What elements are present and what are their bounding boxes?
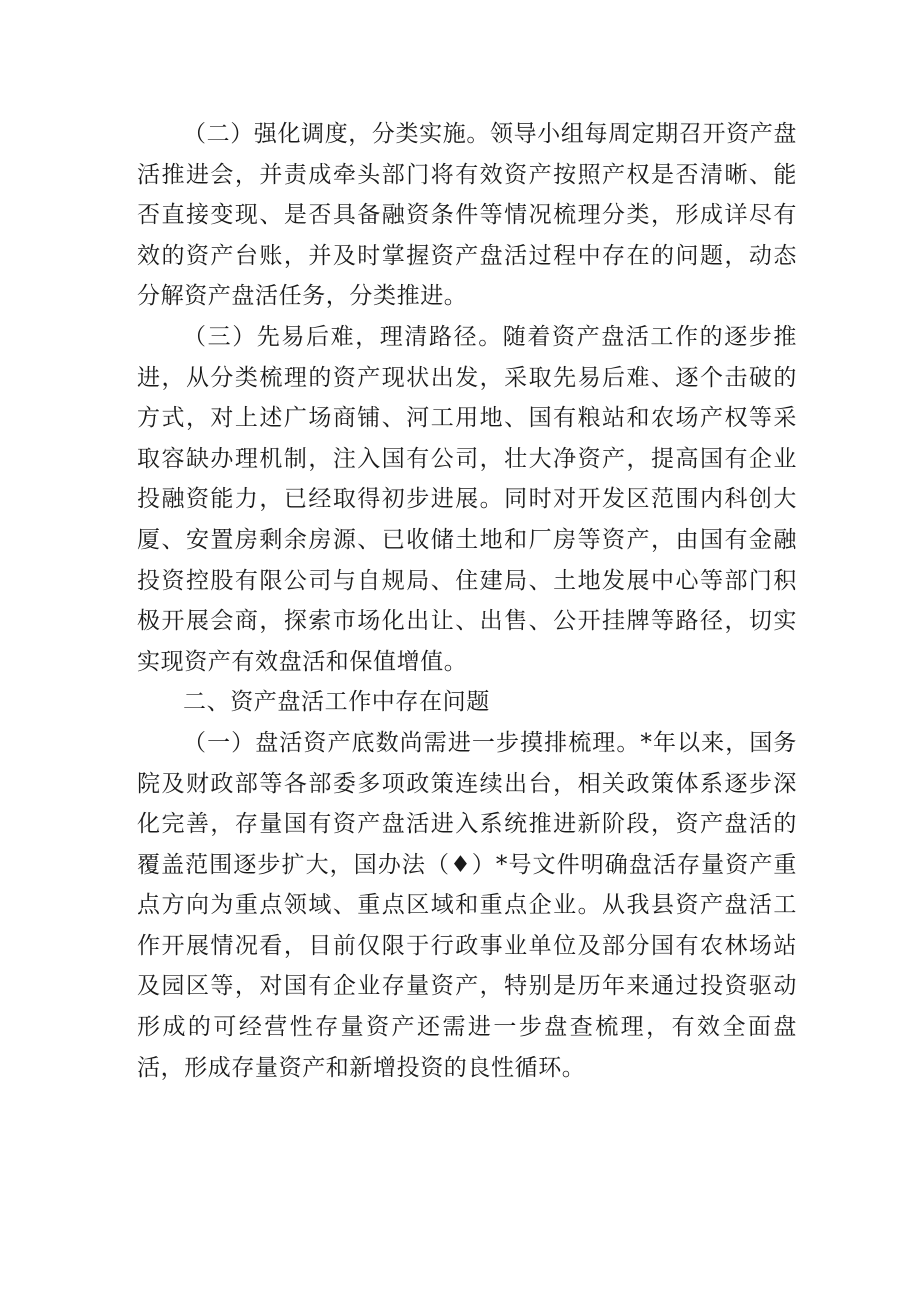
paragraph-asset-inventory: （一）盘活资产底数尚需进一步摸排梳理。*年以来，国务院及财政部等各部委多项政策连续出台，相关政策体系逐步深化完善，存量国有资产盘活进入系统推进新阶段，资产盘活的覆盖范围逐步扩大，国办法（♦）*号文件明确盘活存量资产重点方向为重点领域、重点区域和重点企业。从我县资产盘活工作开展情况看，目前仅限于行政事业单位及部分国有农林场站及园区等，对国有企业存量资产，特别是历年来通过投资驱动形成的可经营性存量资产还需进一步盘查梳理，有效全面盘活，形成存量资产和新增投资的良性循环。	[137, 729, 797, 1081]
paragraph-easy-first: （三）先易后难，理清路径。随着资产盘活工作的逐步推进，从分类梳理的资产现状出发，采取先易后难、逐个击破的方式，对上述广场商铺、河工用地、国有粮站和农场产权等采取容缺办理机制，注入国有公司，壮大净资产，提高国有企业投融资能力，已经取得初步进展。同时对开发区范围内科创大厦、安置房剩余房源、已收储土地和厂房等资产，由国有金融投资控股有限公司与自规局、住建局、土地发展中心等部门积极开展会商，探索市场化出让、出售、公开挂牌等路径，切实实现资产有效盘活和保值增值。	[137, 323, 797, 675]
section-heading-problems: 二、资产盘活工作中存在问题	[183, 689, 490, 716]
paragraph-strengthen-scheduling: （二）强化调度，分类实施。领导小组每周定期召开资产盘活推进会，并责成牵头部门将有效资产按照产权是否清晰、能否直接变现、是否具备融资条件等情况梳理分类，形成详尽有效的资产台账，并及时掌握资产盘活过程中存在的问题，动态分解资产盘活任务，分类推进。	[137, 121, 797, 310]
document-body	[137, 114, 797, 1088]
